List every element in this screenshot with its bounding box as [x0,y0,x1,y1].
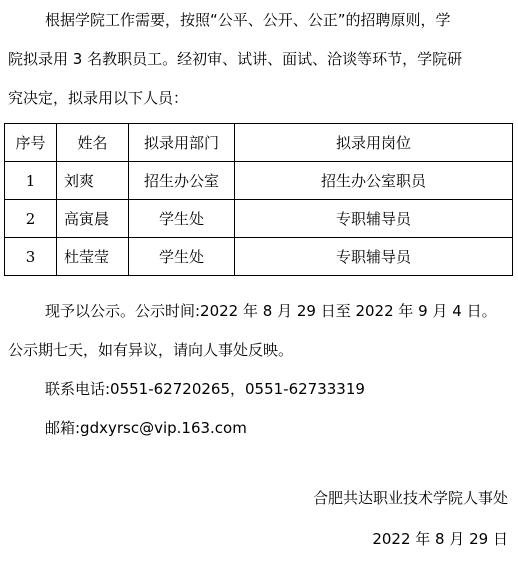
signature-date: 2022 年 8 月 29 日 [372,530,508,548]
header-name: 姓名 [57,124,129,162]
intro-line-3: 究决定，拟录用以下人员： [8,89,189,107]
header-department: 拟录用部门 [129,124,235,162]
row-position: 专职辅导员 [235,200,513,238]
row-department: 招生办公室 [129,162,235,200]
table-row [5,238,513,276]
table-header-row [5,124,513,162]
notice-line-1: 现予以公示。公示时间:2022 年 8 月 29 日至 2022 年 9 月 4 日。 [45,302,497,320]
contact-phone: 联系电话:0551-62720265，0551-62733319 [45,380,365,398]
row-number: 1 [5,162,57,200]
contact-email: 邮箱:gdxyrsc@vip.163.com [45,419,247,437]
header-position: 拟录用岗位 [235,124,513,162]
signature-org: 合肥共达职业技术学院人事处 [312,489,508,507]
row-department: 学生处 [129,238,235,276]
row-number: 2 [5,200,57,238]
row-number: 3 [5,238,57,276]
table-row [5,162,513,200]
header-number: 序号 [5,124,57,162]
row-position: 招生办公室职员 [235,162,513,200]
row-name: 杜莹莹 [57,238,129,276]
intro-line-2: 院拟录用 3 名教职员工。经初审、试讲、面试、洽谈等环节，学院研 [8,50,463,68]
row-name: 刘爽 [57,162,129,200]
notice-line-2: 公示期七天，如有异议，请向人事处反映。 [8,341,294,359]
row-department: 学生处 [129,200,235,238]
table-row [5,200,513,238]
row-position: 专职辅导员 [235,238,513,276]
intro-line-1: 根据学院工作需要，按照“公平、公开、公正”的招聘原则，学 [45,11,451,29]
hire-table [4,123,513,276]
row-name: 高寅晨 [57,200,129,238]
